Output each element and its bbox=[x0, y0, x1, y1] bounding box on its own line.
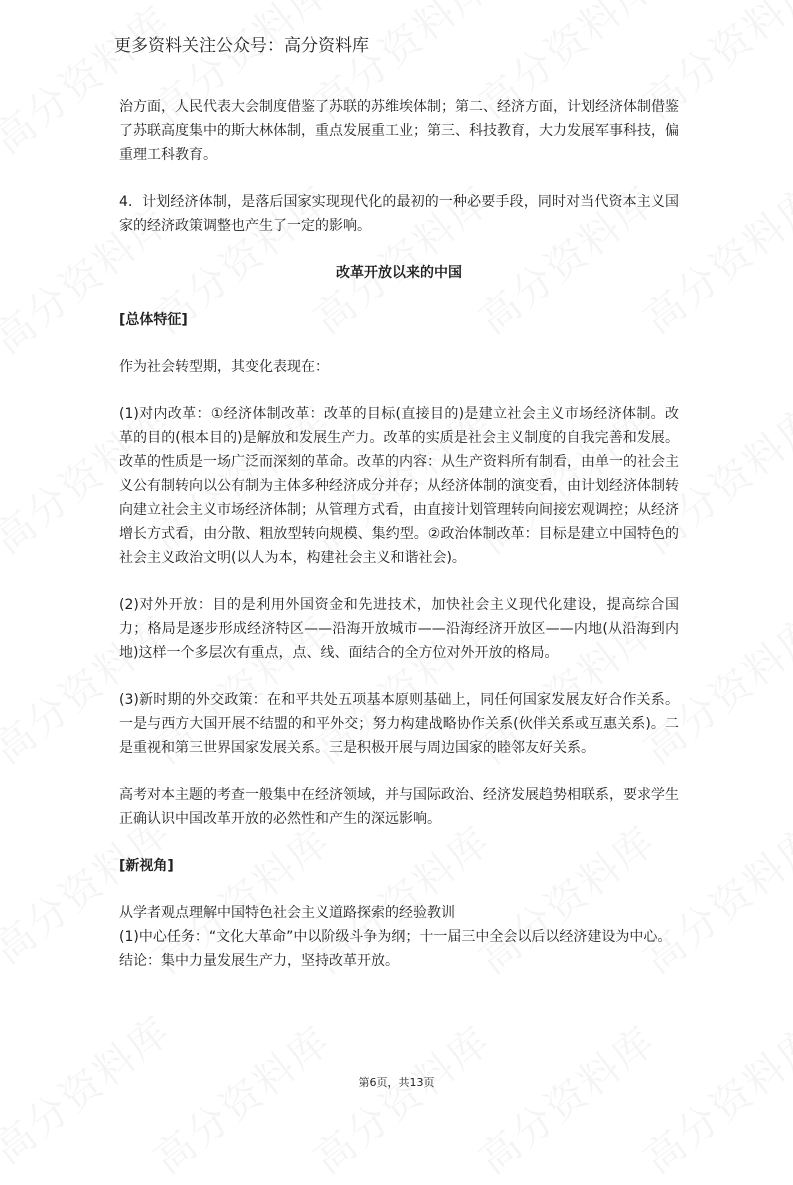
page-header: 更多资料关注公众号：高分资料库 bbox=[114, 36, 369, 56]
watermark bbox=[300, 1011, 501, 1185]
heading-overall-features: [总体特征] bbox=[119, 312, 188, 328]
document-body bbox=[119, 95, 679, 973]
paragraph-exam-focus: 高考对本主题的考查一般集中在经济领域，并与国际政治、经济发展趋势相联系，要求学生正确认识中国改革开放的必然性和产生的深远影响。 bbox=[119, 787, 679, 827]
paragraph-conclusion: 结论：集中力量发展生产力，坚持改革开放。 bbox=[119, 953, 399, 969]
paragraph-foreign-policy: (3)新时期的外交政策：在和平共处五项基本原则基础上，同任何国家发展友好合作关系。一是与西方大国开展不结盟的和平外交；努力构建战略协作关系(伙伴关系或互惠关系)。二是重视和第三世界国家发展关系。三是积极开展与周边国家的睦邻友好关系。 bbox=[119, 692, 679, 756]
watermark bbox=[140, 1011, 341, 1185]
paragraph-intro: 作为社会转型期，其变化表现在： bbox=[119, 359, 329, 375]
heading-new-perspective: [新视角] bbox=[119, 858, 174, 874]
paragraph-domestic-reform: (1)对内改革：①经济体制改革：改革的目标(直接目的)是建立社会主义市场经济体制。改革的目的(根本目的)是解放和发展生产力。改革的实质是社会主义制度的自我完善和发展。改革的性质是一场广泛而深刻的革命。改革的内容：从生产资料所有制看，由单一的社会主义公有制转向以公有制为主体多种经济成分并存；从经济体制的演变看，由计划经济体制转向建立社会主义市场经济体制；从管理方式看，由直接计划管理转向间接宏观调控；从经济增长方式看，由分散、粗放型转向规模、集约型。②政治体制改革：目标是建立中国特色的社会主义政治文明(以人为本，构建社会主义和谐社会)。 bbox=[119, 406, 679, 566]
watermark bbox=[465, 1011, 666, 1185]
paragraph-opening-up: (2)对外开放：目的是利用外国资金和先进技术，加快社会主义现代化建设，提高综合国力；格局是逐步形成经济特区——沿海开放城市——沿海经济开放区——内地(从沿海到内地)这样一个多层次有重点，点、线、面结合的全方位对外开放的格局。 bbox=[119, 597, 679, 661]
section-title: 改革开放以来的中国 bbox=[336, 265, 462, 281]
page-number: 第6页，共13页 bbox=[358, 1076, 435, 1089]
watermark bbox=[630, 1011, 793, 1185]
paragraph-planned-economy: 4．计划经济体制，是落后国家实现现代化的最初的一种必要手段，同时对当代资本主义国家的经济政策调整也产生了一定的影响。 bbox=[119, 194, 679, 234]
paragraph-politics-economy: 治方面，人民代表大会制度借鉴了苏联的苏维埃体制；第二、经济方面，计划经济体制借鉴了苏联高度集中的斯大林体制，重点发展重工业；第三、科技教育，大力发展军事科技，偏重理工科教育。 bbox=[119, 99, 679, 163]
paragraph-scholar-view: 从学者观点理解中国特色社会主义道路探索的经验教训 bbox=[119, 905, 455, 921]
paragraph-central-task: (1)中心任务：“文化大革命”中以阶级斗争为纲；十一届三中全会以后以经济建设为中心。 bbox=[119, 929, 672, 945]
